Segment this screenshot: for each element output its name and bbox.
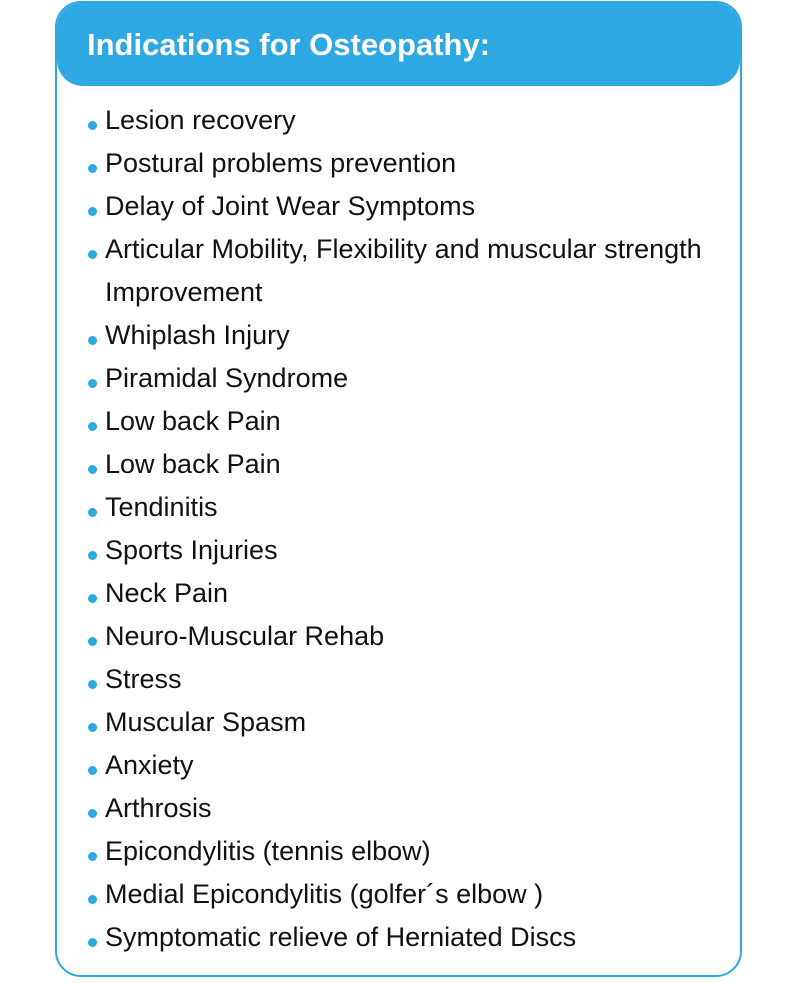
list-item — [85, 486, 715, 529]
list-item-label: Lesion recovery — [105, 105, 296, 135]
list-item — [85, 744, 715, 787]
bullet-dot-icon — [88, 637, 97, 646]
card-header — [57, 3, 740, 86]
list-item — [85, 142, 715, 185]
bullet-dot-icon — [88, 422, 97, 431]
list-item-label: Symptomatic relieve of Herniated Discs — [105, 922, 577, 952]
bullet-dot-icon — [88, 895, 97, 904]
list-item-label: Low back Pain — [105, 449, 281, 479]
list-item-label: Muscular Spasm — [105, 707, 307, 737]
bullet-dot-icon — [88, 723, 97, 732]
bullet-dot-icon — [88, 551, 97, 560]
list-item — [85, 916, 715, 959]
bullet-dot-icon — [88, 250, 97, 259]
bullet-dot-icon — [88, 594, 97, 603]
list-item-label: Neuro-Muscular Rehab — [105, 621, 385, 651]
bullet-dot-icon — [88, 938, 97, 947]
list-item-label: Postural problems prevention — [105, 148, 457, 178]
list-item-label: Epicondylitis (tennis elbow) — [105, 836, 431, 866]
bullet-dot-icon — [88, 508, 97, 517]
list-item — [85, 443, 715, 486]
list-item — [85, 529, 715, 572]
list-item-label: Stress — [105, 664, 182, 694]
bullet-dot-icon — [88, 809, 97, 818]
list-item — [85, 357, 715, 400]
list-item-label: Arthrosis — [105, 793, 212, 823]
list-item-label: Whiplash Injury — [105, 320, 290, 350]
bullet-dot-icon — [88, 680, 97, 689]
card-title: Indications for Osteopathy: — [87, 27, 491, 62]
list-item — [85, 787, 715, 830]
list-item — [85, 185, 715, 228]
bullet-dot-icon — [88, 207, 97, 216]
list-item-label: Delay of Joint Wear Symptoms — [105, 191, 476, 221]
list-item — [85, 701, 715, 744]
list-item — [85, 99, 715, 142]
list-item — [85, 873, 715, 916]
list-item-label: Low back Pain — [105, 406, 281, 436]
list-item — [85, 314, 715, 357]
bullet-dot-icon — [88, 121, 97, 130]
list-item — [85, 615, 715, 658]
list-item-label: Articular Mobility, Flexibility and muscular strength Improvement — [105, 234, 702, 307]
list-item — [85, 572, 715, 615]
bullet-dot-icon — [88, 852, 97, 861]
list-item — [85, 228, 715, 314]
bullet-dot-icon — [88, 465, 97, 474]
bullet-dot-icon — [88, 766, 97, 775]
list-item — [85, 658, 715, 701]
list-item-label: Sports Injuries — [105, 535, 278, 565]
indications-list — [85, 99, 715, 959]
list-item-label: Anxiety — [105, 750, 194, 780]
list-item — [85, 830, 715, 873]
bullet-dot-icon — [88, 379, 97, 388]
list-item-label: Medial Epicondylitis (golfer´s elbow ) — [105, 879, 544, 909]
indications-card — [55, 1, 742, 977]
bullet-dot-icon — [88, 336, 97, 345]
list-item-label: Piramidal Syndrome — [105, 363, 349, 393]
list-item-label: Tendinitis — [105, 492, 218, 522]
bullet-dot-icon — [88, 164, 97, 173]
list-item — [85, 400, 715, 443]
list-item-label: Neck Pain — [105, 578, 229, 608]
